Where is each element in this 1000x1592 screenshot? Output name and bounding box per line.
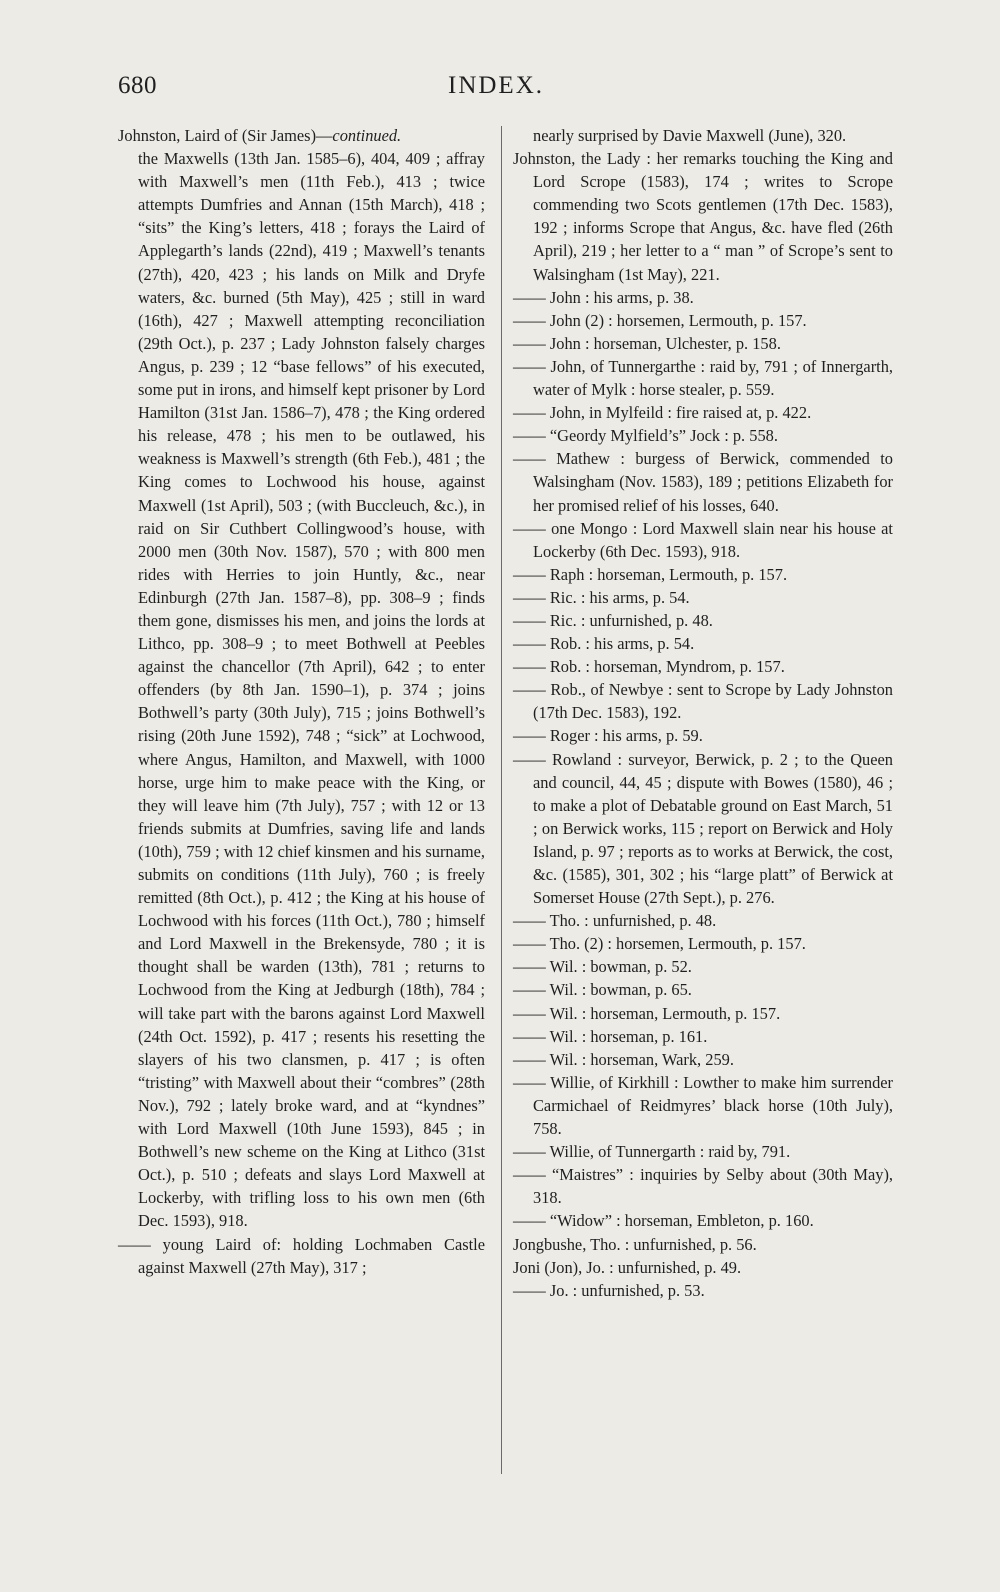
index-entry: —— Wil. : horseman, p. 161.	[513, 1026, 708, 1046]
column-divider	[501, 126, 502, 1474]
index-entry: —— Willie, of Kirkhill : Lowther to make him surrender Carmichael of Reidmyres’ black horse (10th July), 758.	[513, 1072, 893, 1139]
index-entry: —— John : horseman, Ulchester, p. 158.	[513, 333, 781, 353]
index-entry: —— John : his arms, p. 38.	[513, 287, 694, 307]
index-entry: —— John, of Tunnergarthe : raid by, 791 ; of Innergarth, water of Mylk : horse stealer, p. 559.	[513, 356, 893, 400]
index-entry: —— Mathew : burgess of Berwick, commended to Walsingham (Nov. 1583), 189 ; petitions Elizabeth for her promised relief of his losses, 640.	[513, 449, 893, 515]
index-entry: —— Rowland : surveyor, Berwick, p. 2 ; to the Queen and council, 44, 45 ; dispute with Bowes (1580), 46 ; to make a plot of Debatable ground on East March, 51 ; on Berwick works, 115 ; report on Berwick and Holy Island, p. 97 ; reports as to works at Berwick, the cost, &c. (1585), 301, 302 ; his “large platt” of Berwick at Somerset House (27th Sept.), p. 276.	[513, 749, 893, 908]
page-header	[118, 72, 898, 112]
index-entry: —— Ric. : his arms, p. 54.	[513, 587, 690, 607]
index-entry: Johnston, the Lady : her remarks touching the King and Lord Scrope (1583), 174 ; writes to Scrope commending two Scots gentlemen (17th Dec. 1583), 192 ; informs Scrope that Angus, &c. have fled (26th April), 219 ; her letter to a “ man ” of Scrope’s sent to Walsingham (1st May), 221.	[513, 149, 893, 284]
entry-body: the Maxwells (13th Jan. 1585–6), 404, 409 ; affray with Maxwell’s men (11th Feb.), 413 ; twice attempts Dumfries and Annan (15th March), 418 ; “sits” the King’s letters, 418 ; forays the Laird of Applegarth’s lands (22nd), 419 ; Maxwell’s tenants (27th), 420, 423 ; his lands on Milk and Dryfe waters, &c. burned (5th May), 425 ; still in ward (16th), 427 ; Maxwell attempting reconciliation (29th Oct.), p. 237 ; Lady Johnston falsely charges Angus, p. 239 ; 12 “base fellows” of his executed, some put in irons, and himself kept prisoner by Lord Hamilton (31st Jan. 1586–7), 478 ; the King ordered his release, 478 ; his men to be outlawed, his weakness is Maxwell’s strength (6th Feb.), 481 ; the King comes to Lochwood his house, against Maxwell (1st April), 503 ; (with Buccleuch, &c.), in raid on Sir Cuthbert Collingwood’s house, with 2000 men (30th Nov. 1587), 570 ; with 800 men rides with Herries to join Huntly, &c., near Edinburgh (27th Jan. 1587–8), pp. 308–9 ; finds them gone, dismisses his men, and joins the lords at Lithco, pp. 308–9 ; to meet Bothwell at Peebles against the chancellor (7th April), 642 ; to enter offenders (by 8th Jan. 1590–1), p. 374 ; joins Bothwell’s party (30th July), 715 ; joins Bothwell’s rising (20th June 1592), 748 ; “sick” at Lochwood, where Angus, Hamilton, and Maxwell, with 1000 horse, urge him to make peace with the King, or they will leave him (7th July), 757 ; with 12 or 13 friends submits at Dumfries, saving life and lands (10th), 759 ; with 12 chief kinsmen and his surname, submits on conditions (11th July), 760 ; is freely remitted (8th Oct.), p. 412 ; the King at his house of Lochwood with his forces (11th Oct.), 780 ; himself and Lord Maxwell in the Brekensyde, 780 ; it is thought shall be warden (13th), 781 ; returns to Lochwood from the King at Jedburgh (18th), 784 ; will take part with the barons against Lord Maxwell (24th Oct. 1592), p. 417 ; resents his resetting the slayers of his two clansmen, p. 417 ; is often “tristing” with Maxwell about their “combres” (28th Nov.), 792 ; lately broke ward, and at “kyndnes” with Lord Maxwell (10th June 1593), 845 ; in Bothwell’s new scheme on the King at Lithco (31st Oct.), p. 510 ; defeats and slays Lord Maxwell at Lockerby, with trifling loss to his own men (6th Dec. 1593), 918.	[138, 149, 485, 1231]
index-entry: —— Wil. : horseman, Wark, 259.	[513, 1049, 734, 1069]
index-entry: Jongbushe, Tho. : unfurnished, p. 56.	[513, 1234, 757, 1254]
index-entry: —— Roger : his arms, p. 59.	[513, 726, 703, 746]
index-entry: —— “Maistres” : inquiries by Selby about (30th May), 318.	[513, 1165, 893, 1208]
index-entry: —— Ric. : unfurnished, p. 48.	[513, 610, 713, 630]
index-entry: —— Willie, of Tunnergarth : raid by, 791.	[513, 1142, 791, 1162]
entry-heading: Johnston, Laird of (Sir James)—	[118, 126, 333, 145]
index-entry: —— Wil. : bowman, p. 52.	[513, 957, 692, 977]
index-entry: —— Jo. : unfurnished, p. 53.	[513, 1280, 705, 1300]
left-column	[118, 124, 485, 1279]
running-title: INDEX.	[448, 72, 545, 99]
index-entry: Joni (Jon), Jo. : unfurnished, p. 49.	[513, 1257, 742, 1277]
index-entry: —— Rob., of Newbye : sent to Scrope by Lady Johnston (17th Dec. 1583), 192.	[513, 680, 893, 723]
index-entry: —— “Widow” : horseman, Embleton, p. 160.	[513, 1211, 814, 1231]
right-entries-list	[513, 147, 893, 1302]
index-entry: —— Tho. (2) : horsemen, Lermouth, p. 157.	[513, 934, 806, 954]
index-entry: —— Wil. : horseman, Lermouth, p. 157.	[513, 1003, 781, 1023]
index-entry: —— John, in Mylfeild : fire raised at, p. 422.	[513, 403, 812, 423]
index-entry: —— Rob. : horseman, Myndrom, p. 157.	[513, 657, 785, 677]
index-entry: —— Tho. : unfurnished, p. 48.	[513, 911, 717, 931]
entry-continuation: nearly surprised by Davie Maxwell (June), 320.	[533, 126, 847, 145]
index-entry-young-laird: —— young Laird of: holding Lochmaben Castle against Maxwell (27th May), 317 ;	[118, 1234, 485, 1277]
index-entry: —— “Geordy Mylfield’s” Jock : p. 558.	[513, 426, 778, 446]
continued-label: continued.	[332, 126, 402, 145]
index-entry: —— Wil. : bowman, p. 65.	[513, 980, 692, 1000]
right-column	[513, 124, 893, 1302]
page-number: 680	[118, 72, 157, 99]
index-entry-johnston-laird	[118, 124, 485, 147]
index-entry: —— John (2) : horsemen, Lermouth, p. 157.	[513, 310, 807, 330]
index-entry: —— Raph : horseman, Lermouth, p. 157.	[513, 564, 788, 584]
index-entry: —— Rob. : his arms, p. 54.	[513, 634, 695, 654]
index-entry: —— one Mongo : Lord Maxwell slain near his house at Lockerby (6th Dec. 1593), 918.	[513, 518, 893, 561]
